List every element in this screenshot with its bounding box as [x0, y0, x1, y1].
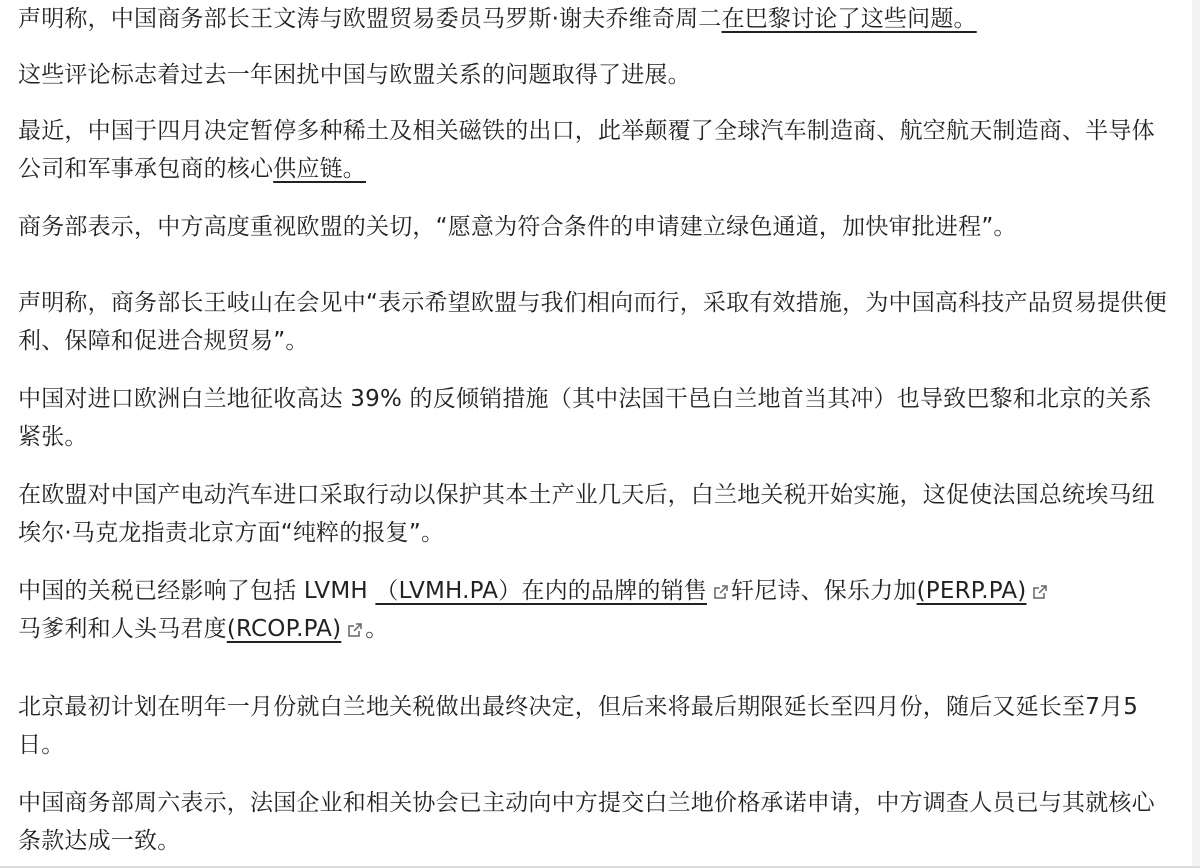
lvmh-sales-link[interactable]: （LVMH.PA）在内的品牌的销售: [375, 578, 707, 604]
paragraph-2: [18, 56, 691, 94]
paragraph-1: [18, 0, 977, 38]
paragraph-4: [18, 208, 1017, 246]
paragraph-3: [18, 112, 1168, 188]
paragraph-8: [18, 572, 1168, 648]
paragraph-8-text-mid2: 马爹利和人头马君度: [18, 616, 227, 642]
external-link-icon[interactable]: [713, 584, 729, 600]
paragraph-8-text-mid1: 轩尼诗、保乐力加: [731, 578, 917, 604]
paragraph-6: [18, 380, 1168, 456]
paragraph-10: [18, 784, 1168, 860]
paragraph-9: [18, 688, 1168, 764]
paragraph-6-text: 中国对进口欧洲白兰地征收高达 39% 的反倾销措施（其中法国干邑白兰地首当其冲）也导致巴黎和北京的关系紧张。: [18, 386, 1152, 450]
paragraph-2-text: 这些评论标志着过去一年困扰中国与欧盟关系的问题取得了进展。: [18, 62, 691, 88]
paris-discussion-link[interactable]: 在巴黎讨论了这些问题。: [721, 6, 977, 32]
paragraph-8-text-end: 。: [365, 616, 389, 642]
scrollbar[interactable]: [1192, 0, 1200, 868]
paragraph-8-text-start: 中国的关税已经影响了包括 LVMH: [18, 578, 376, 604]
paragraph-1-text: 声明称，中国商务部长王文涛与欧盟贸易委员马罗斯·谢夫乔维奇周二: [18, 6, 722, 32]
supply-chain-link[interactable]: 供应链。: [273, 156, 367, 182]
external-link-icon[interactable]: [1032, 584, 1048, 600]
rcop-pa-link[interactable]: (RCOP.PA): [226, 616, 342, 642]
paragraph-5-text: 声明称，商务部长王岐山在会见中“表示希望欧盟与我们相向而行，采取有效措施，为中国高科技产品贸易提供便利、保障和促进合规贸易”。: [18, 290, 1167, 354]
paragraph-4-text: 商务部表示，中方高度重视欧盟的关切，“愿意为符合条件的申请建立绿色通道，加快审批进程”。: [18, 214, 1017, 240]
paragraph-7: [18, 476, 1168, 552]
external-link-icon[interactable]: [347, 622, 363, 638]
paragraph-7-text: 在欧盟对中国产电动汽车进口采取行动以保护其本土产业几天后，白兰地关税开始实施，这促使法国总统埃马纽埃尔·马克龙指责北京方面“纯粹的报复”。: [18, 482, 1155, 546]
perp-pa-link[interactable]: (PERP.PA): [916, 578, 1027, 604]
paragraph-10-text: 中国商务部周六表示，法国企业和相关协会已主动向中方提交白兰地价格承诺申请，中方调查人员已与其就核心条款达成一致。: [18, 790, 1155, 854]
paragraph-5: [18, 284, 1168, 360]
paragraph-3-text: 最近，中国于四月决定暂停多种稀土及相关磁铁的出口，此举颠覆了全球汽车制造商、航空航天制造商、半导体公司和军事承包商的核心: [18, 118, 1155, 182]
paragraph-9-text: 北京最初计划在明年一月份就白兰地关税做出最终决定，但后来将最后期限延长至四月份，随后又延长至7月5日。: [18, 694, 1139, 758]
